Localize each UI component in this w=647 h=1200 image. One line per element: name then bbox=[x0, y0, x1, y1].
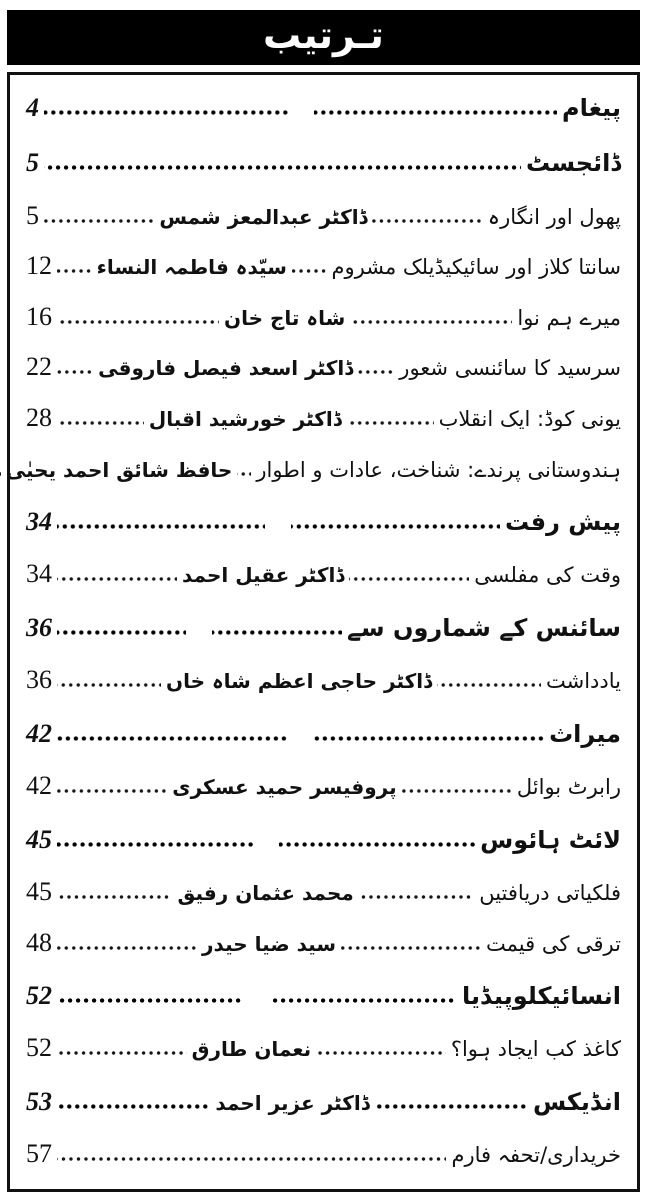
toc-entry-page: 53 bbox=[26, 1087, 52, 1117]
toc-article-row bbox=[26, 1139, 621, 1172]
toc-article-row bbox=[26, 559, 621, 592]
toc-section-row bbox=[26, 90, 621, 127]
toc-entry-page: 52 bbox=[25, 1033, 52, 1063]
toc-entry-page: 42 bbox=[26, 718, 52, 748]
toc-entry-page: 45 bbox=[26, 877, 52, 907]
toc-section-row bbox=[26, 145, 621, 182]
toc-article-row bbox=[26, 201, 621, 234]
dotted-leader bbox=[359, 894, 474, 900]
toc-entry-author: محمد عثمان رفیق bbox=[177, 881, 354, 906]
dotted-leader bbox=[44, 164, 521, 171]
dotted-leader bbox=[347, 420, 434, 426]
toc-entry-page: 5 bbox=[26, 200, 39, 230]
toc-entry-page: 52 bbox=[25, 981, 52, 1011]
toc-entry-page: 34 bbox=[25, 559, 52, 589]
toc-section-row bbox=[26, 610, 621, 647]
toc-entry-page: 5 bbox=[26, 148, 39, 178]
dotted-leader bbox=[57, 1156, 446, 1162]
toc-entry-title: فلکیاتی دریافتیں bbox=[479, 881, 621, 906]
toc-entry-title: پیغام bbox=[562, 94, 621, 123]
toc-article-row bbox=[5, 454, 621, 487]
dotted-leader bbox=[57, 576, 177, 582]
dotted-leader bbox=[57, 369, 93, 375]
toc-section-row bbox=[26, 822, 621, 859]
dotted-leader bbox=[57, 841, 253, 848]
dotted-leader bbox=[57, 268, 92, 274]
toc-article-row bbox=[26, 251, 621, 284]
toc-entry-page: 16 bbox=[25, 301, 52, 331]
dotted-leader bbox=[314, 109, 558, 116]
dotted-leader bbox=[44, 218, 154, 224]
dotted-leader bbox=[57, 997, 244, 1004]
dotted-leader bbox=[437, 682, 541, 688]
dotted-leader bbox=[57, 1050, 187, 1056]
toc-box bbox=[7, 72, 640, 1192]
toc-entry-title: میراث bbox=[549, 719, 621, 748]
dotted-leader bbox=[402, 788, 512, 794]
dotted-leader bbox=[237, 471, 251, 477]
toc-entry-author: ڈاکٹر عزیر احمد bbox=[215, 1091, 370, 1116]
page-title: تـرتیب bbox=[263, 12, 384, 57]
dotted-leader bbox=[57, 1103, 210, 1110]
toc-entry-author: ڈاکٹر عبدالمعز شمس bbox=[159, 204, 368, 229]
toc-entry-title: انڈیکس bbox=[533, 1088, 621, 1117]
toc-entry-page: 42 bbox=[26, 771, 52, 801]
dotted-leader bbox=[358, 369, 394, 375]
dotted-leader bbox=[314, 735, 545, 742]
dotted-leader bbox=[349, 576, 469, 582]
toc-section-row bbox=[26, 978, 621, 1015]
toc-entry-page: 36 bbox=[26, 665, 52, 695]
toc-entry-author: ڈاکٹر اسعد فیصل فاروقی bbox=[98, 356, 354, 381]
toc-entry-page: 4 bbox=[26, 93, 39, 123]
toc-entry-title: ڈائجسٹ bbox=[525, 149, 621, 178]
toc-entry-title: رابرٹ بوائل bbox=[516, 775, 621, 800]
dotted-leader bbox=[0, 471, 1, 477]
toc-section-row bbox=[26, 504, 621, 541]
toc-entry-title: کاغذ کب ایجاد ہوا؟ bbox=[450, 1037, 621, 1062]
toc-entry-title: میرے ہم نوا bbox=[517, 305, 621, 330]
toc-article-row bbox=[26, 1033, 621, 1066]
dotted-leader bbox=[292, 268, 327, 274]
toc-entry-author: ڈاکٹر خورشید اقبال bbox=[148, 406, 342, 431]
dotted-leader bbox=[316, 1050, 446, 1056]
dotted-leader bbox=[57, 420, 144, 426]
toc-entry-page: 28 bbox=[26, 402, 52, 432]
toc-entry-title: وقت کی مفلسی bbox=[474, 563, 621, 588]
toc-entry-author: پروفیسر حمید عسکری bbox=[172, 775, 397, 800]
toc-article-row bbox=[26, 403, 621, 436]
toc-entry-title: یونی کوڈ: ایک انقلاب bbox=[438, 406, 621, 431]
dotted-leader bbox=[57, 945, 197, 951]
toc-entry-title: پھول اور انگارہ bbox=[487, 204, 621, 229]
toc-entry-page: 45 bbox=[26, 824, 52, 854]
toc-article-row bbox=[26, 877, 621, 910]
toc-entry-title: سائنس کے شماروں سے bbox=[346, 614, 621, 643]
toc-entry-author: نعمان طارق bbox=[191, 1037, 312, 1062]
dotted-leader bbox=[57, 788, 167, 794]
dotted-leader bbox=[372, 218, 482, 224]
toc-entry-author: ڈاکٹر حاجی اعظم شاہ خاں bbox=[166, 669, 432, 694]
dotted-leader bbox=[57, 894, 172, 900]
toc-entry-author: شاہ تاج خان bbox=[224, 305, 346, 330]
toc-entry-title: انسائیکلوپیڈیا bbox=[462, 982, 621, 1011]
dotted-leader bbox=[57, 523, 265, 530]
dotted-leader bbox=[270, 997, 457, 1004]
toc-entry-title: خریداری/تحفہ فارم bbox=[451, 1143, 621, 1168]
title-bar bbox=[7, 10, 640, 65]
toc-entry-author: حافظ شائق احمد یحیٰی bbox=[5, 457, 233, 482]
toc-entry-author: سیّدہ فاطمہ النساء bbox=[96, 255, 287, 280]
toc-entry-page: 36 bbox=[26, 613, 52, 643]
toc-article-row bbox=[26, 771, 621, 804]
toc-entry-title: سرسید کا سائنسی شعور bbox=[399, 356, 621, 381]
dotted-leader bbox=[375, 1103, 528, 1110]
toc-entry-page: 48 bbox=[26, 927, 52, 957]
dotted-leader bbox=[341, 945, 481, 951]
toc-entry-title: لائٹ ہائوس bbox=[480, 825, 621, 854]
dotted-leader bbox=[212, 629, 341, 636]
toc-entry-page: 22 bbox=[26, 352, 52, 382]
toc-entry-title: ترقی کی قیمت bbox=[486, 931, 621, 956]
toc-article-row bbox=[26, 302, 621, 335]
toc-entry-title: ہندوستانی پرندے: شناخت، عادات و اطوار bbox=[256, 457, 621, 482]
toc-section-row bbox=[26, 1084, 621, 1121]
dotted-leader bbox=[57, 682, 161, 688]
dotted-leader bbox=[57, 629, 186, 636]
dotted-leader bbox=[44, 109, 288, 116]
dotted-leader bbox=[57, 735, 288, 742]
dotted-leader bbox=[291, 523, 499, 530]
toc-list bbox=[5, 75, 637, 1189]
toc-article-row bbox=[26, 352, 621, 385]
toc-entry-author: سید ضیا حیدر bbox=[202, 931, 336, 956]
toc-entry-title: یادداشت bbox=[546, 669, 621, 694]
dotted-leader bbox=[350, 319, 512, 325]
toc-entry-title: سانتا کلاز اور سائیکیڈیلک مشروم bbox=[331, 255, 621, 280]
toc-section-row bbox=[26, 716, 621, 753]
toc-article-row bbox=[26, 928, 621, 961]
toc-article-row bbox=[26, 665, 621, 698]
toc-entry-page: 12 bbox=[26, 251, 52, 281]
toc-entry-page: 34 bbox=[26, 507, 52, 537]
toc-entry-author: ڈاکٹر عقیل احمد bbox=[182, 563, 345, 588]
dotted-leader bbox=[57, 319, 219, 325]
toc-entry-title: پیش رفت bbox=[504, 508, 621, 537]
dotted-leader bbox=[279, 841, 475, 848]
toc-entry-page: 57 bbox=[26, 1139, 52, 1169]
